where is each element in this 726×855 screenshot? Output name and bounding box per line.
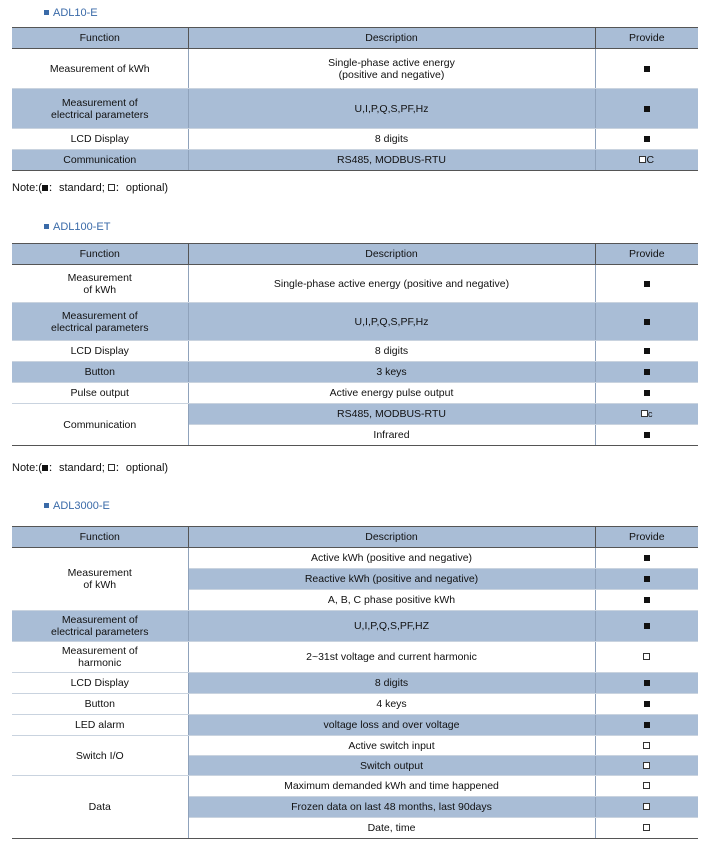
table-row [12, 265, 698, 303]
table-row [12, 548, 698, 569]
cell-provide [595, 756, 698, 776]
cell-description: Maximum demanded kWh and time happened [188, 776, 595, 797]
cell-description: 8 digits [188, 341, 595, 362]
cell-description: RS485, MODBUS-RTU [188, 150, 595, 171]
cell-function: Measurement of kWh [12, 49, 188, 89]
table-row [12, 673, 698, 694]
table-row [12, 694, 698, 715]
cell-function: LCD Display [12, 341, 188, 362]
standard-mark-icon [644, 701, 650, 707]
standard-mark-icon [644, 390, 650, 396]
cell-function: Button [12, 362, 188, 383]
cell-function: Measurement of electrical parameters [12, 89, 188, 129]
optional-mark-icon [108, 184, 115, 191]
cell-provide [595, 341, 698, 362]
cell-function: Measurement of kWh [12, 548, 188, 611]
cell-description: 4 keys [188, 694, 595, 715]
cell-description: Single-phase active energy (positive and negative) [188, 49, 595, 89]
table-row [12, 303, 698, 341]
cell-function: LCD Display [12, 129, 188, 150]
optional-mark-icon [643, 803, 650, 810]
header-provide: Provide [595, 28, 698, 49]
table-row [12, 150, 698, 171]
cell-description: U,I,P,Q,S,PF,Hz [188, 303, 595, 341]
table-row [12, 89, 698, 129]
cell-description: voltage loss and over voltage [188, 715, 595, 736]
table-row [12, 404, 698, 425]
cell-provide [595, 89, 698, 129]
cell-description: A, B, C phase positive kWh [188, 590, 595, 611]
legend-note: Note:( ：standard; ：optional) [12, 462, 169, 474]
bullet-square-icon [44, 224, 49, 229]
standard-mark-icon [644, 281, 650, 287]
optional-mark-icon [643, 762, 650, 769]
optional-mark-icon [643, 782, 650, 789]
bullet-square-icon [44, 503, 49, 508]
cell-description: Active energy pulse output [188, 383, 595, 404]
standard-mark-icon [644, 66, 650, 72]
cell-function: Measurement of electrical parameters [12, 303, 188, 341]
table-row [12, 362, 698, 383]
table-row [12, 341, 698, 362]
header-description: Description [188, 244, 595, 265]
optional-mark-icon [643, 742, 650, 749]
optional-mark-icon [641, 410, 648, 417]
cell-function: Measurement of harmonic [12, 642, 188, 673]
cell-provide [595, 642, 698, 673]
cell-function: LED alarm [12, 715, 188, 736]
provide-suffix: c [648, 409, 653, 419]
cell-description: Switch output [188, 756, 595, 776]
cell-description: Infrared [188, 425, 595, 446]
standard-mark-icon [644, 597, 650, 603]
table-row [12, 383, 698, 404]
standard-mark-icon [644, 369, 650, 375]
cell-function: Pulse output [12, 383, 188, 404]
cell-provide [595, 129, 698, 150]
table-row [12, 715, 698, 736]
cell-provide [595, 797, 698, 818]
standard-mark-icon [644, 722, 650, 728]
cell-provide [595, 715, 698, 736]
spec-table-adl10e [12, 27, 698, 171]
header-provide: Provide [595, 244, 698, 265]
header-provide: Provide [595, 527, 698, 548]
standard-mark-icon [644, 623, 650, 629]
cell-description: U,I,P,Q,S,PF,HZ [188, 611, 595, 642]
standard-mark-icon [644, 136, 650, 142]
standard-mark-icon [644, 106, 650, 112]
standard-mark-icon [644, 680, 650, 686]
spec-table-adl3000e [12, 526, 698, 839]
cell-description: Active kWh (positive and negative) [188, 548, 595, 569]
cell-provide [595, 590, 698, 611]
cell-provide [595, 425, 698, 446]
cell-provide [595, 818, 698, 839]
optional-mark-icon [643, 653, 650, 660]
section-title-adl10e [44, 7, 98, 19]
section-title-text: ADL100-ET [53, 221, 111, 233]
cell-provide [595, 569, 698, 590]
cell-function: Button [12, 694, 188, 715]
provide-suffix: C [646, 154, 655, 166]
cell-description: Single-phase active energy (positive and negative) [188, 265, 595, 303]
cell-function: Switch I/O [12, 736, 188, 776]
standard-mark-icon [644, 576, 650, 582]
cell-description: 8 digits [188, 673, 595, 694]
standard-mark-icon [644, 432, 650, 438]
cell-provide [595, 673, 698, 694]
cell-description: RS485, MODBUS-RTU [188, 404, 595, 425]
header-description: Description [188, 527, 595, 548]
cell-function: Data [12, 776, 188, 839]
table-row [12, 776, 698, 797]
cell-description: Active switch input [188, 736, 595, 756]
standard-mark-icon [644, 555, 650, 561]
cell-description: 8 digits [188, 129, 595, 150]
header-function: Function [12, 244, 188, 265]
cell-function: LCD Display [12, 673, 188, 694]
table-row [12, 49, 698, 89]
standard-mark-icon [644, 348, 650, 354]
header-description: Description [188, 28, 595, 49]
cell-provide [595, 362, 698, 383]
cell-provide [595, 150, 698, 171]
cell-provide [595, 611, 698, 642]
cell-provide [595, 736, 698, 756]
section-title-text: ADL10-E [53, 7, 98, 19]
cell-provide [595, 49, 698, 89]
table-row [12, 611, 698, 642]
section-title-text: ADL3000-E [53, 500, 110, 512]
header-function: Function [12, 28, 188, 49]
cell-function: Communication [12, 404, 188, 446]
cell-description: 2~31st voltage and current harmonic [188, 642, 595, 673]
optional-mark-icon [643, 824, 650, 831]
cell-description: Frozen data on last 48 months, last 90days [188, 797, 595, 818]
cell-function: Communication [12, 150, 188, 171]
bullet-square-icon [44, 10, 49, 15]
cell-provide [595, 404, 698, 425]
section-title-adl3000e [44, 500, 110, 512]
cell-provide [595, 383, 698, 404]
cell-provide [595, 303, 698, 341]
section-title-adl100et [44, 221, 110, 233]
header-function: Function [12, 527, 188, 548]
spec-table-adl100et [12, 243, 698, 446]
table-row [12, 642, 698, 673]
cell-function: Measurement of electrical parameters [12, 611, 188, 642]
standard-mark-icon [644, 319, 650, 325]
cell-description: 3 keys [188, 362, 595, 383]
cell-description: Date, time [188, 818, 595, 839]
cell-provide [595, 548, 698, 569]
cell-provide [595, 694, 698, 715]
table-row [12, 736, 698, 756]
cell-function: Measurement of kWh [12, 265, 188, 303]
cell-provide [595, 776, 698, 797]
optional-mark-icon [108, 464, 115, 471]
cell-description: Reactive kWh (positive and negative) [188, 569, 595, 590]
cell-description: U,I,P,Q,S,PF,Hz [188, 89, 595, 129]
table-row [12, 129, 698, 150]
legend-note: Note:( ：standard; ：optional) [12, 182, 169, 194]
cell-provide [595, 265, 698, 303]
